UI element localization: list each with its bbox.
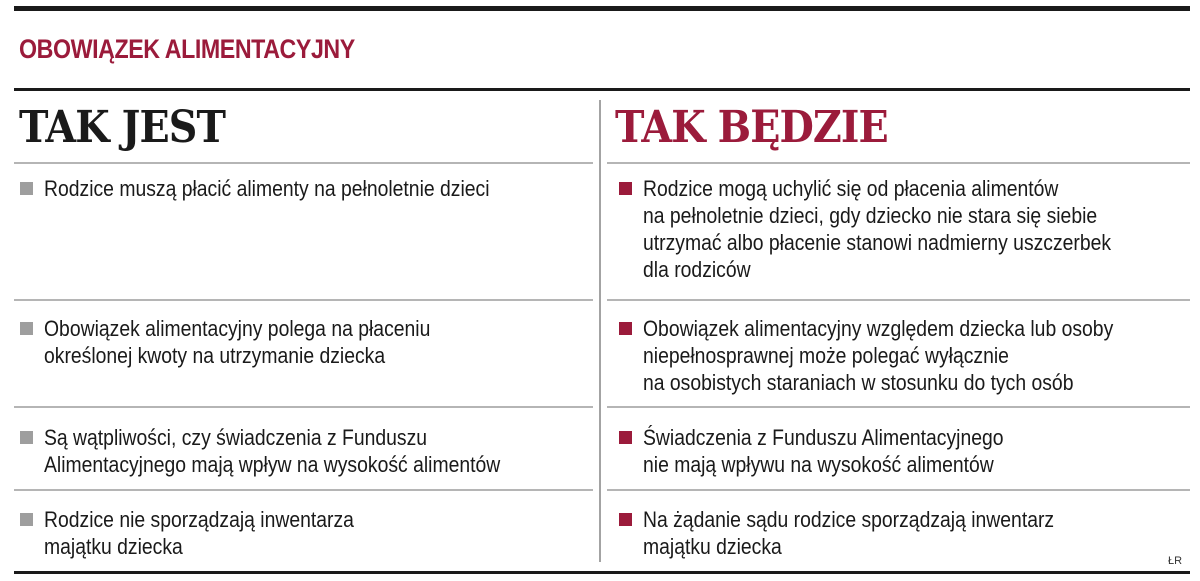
item-text-line: nie mają wpływu na wysokość alimentów: [643, 452, 994, 477]
item-text-line: niepełnosprawnej może polegać wyłącznie: [643, 343, 1009, 368]
current-law-item: [20, 315, 483, 369]
red-square-bullet-icon: [619, 431, 632, 444]
row-separator: [14, 406, 593, 408]
gray-square-bullet-icon: [20, 182, 33, 195]
left-column-heading: TAK JEST: [19, 102, 226, 153]
item-text-line: Obowiązek alimentacyjny względem dziecka lub osoby: [643, 316, 1114, 341]
bottom-rule: [14, 571, 1190, 574]
red-square-bullet-icon: [619, 322, 632, 335]
item-text-line: dla rodziców: [643, 257, 751, 282]
current-law-item: [20, 175, 550, 202]
item-text-line: utrzymać albo płacenie stanowi nadmierny uszczerbek: [643, 230, 1112, 255]
item-text-line: Świadczenia z Funduszu Alimentacyjnego: [643, 425, 1004, 450]
current-law-item: [20, 506, 396, 560]
row-separator: [14, 299, 593, 301]
column-divider: [599, 100, 601, 562]
row-separator: [14, 489, 593, 491]
item-text-line: Rodzice mogą uchylić się od płacenia alimentów: [643, 176, 1059, 201]
author-credit: ŁR: [1168, 555, 1183, 567]
red-square-bullet-icon: [619, 182, 632, 195]
gray-square-bullet-icon: [20, 431, 33, 444]
item-text-line: Alimentacyjnego mają wpływ na wysokość alimentów: [44, 452, 501, 477]
item-text-line: Rodzice muszą płacić alimenty na pełnoletnie dzieci: [44, 176, 490, 201]
current-law-item: [20, 424, 562, 478]
gray-square-bullet-icon: [20, 322, 33, 335]
item-text-line: określonej kwoty na utrzymanie dziecka: [44, 343, 386, 368]
item-text-line: majątku dziecka: [44, 534, 183, 559]
infographic-title: OBOWIĄZEK ALIMENTACYJNY: [19, 34, 355, 64]
top-rule: [14, 6, 1190, 11]
title-rule: [14, 88, 1190, 91]
future-law-item: [619, 506, 1110, 560]
row-separator: [607, 299, 1190, 301]
item-text-line: Na żądanie sądu rodzice sporządzają inwentarz: [643, 507, 1055, 532]
right-column-heading: TAK BĘDZIE: [615, 102, 888, 153]
item-text-line: na osobistych staraniach w stosunku do tych osób: [643, 370, 1074, 395]
future-law-item: [619, 424, 1053, 478]
item-text-line: Rodzice nie sporządzają inwentarza: [44, 507, 354, 532]
gray-square-bullet-icon: [20, 513, 33, 526]
row-separator: [14, 162, 593, 164]
row-separator: [607, 406, 1190, 408]
item-text-line: Są wątpliwości, czy świadczenia z Funduszu: [44, 425, 428, 450]
row-separator: [607, 162, 1190, 164]
row-separator: [607, 489, 1190, 491]
item-text-line: Obowiązek alimentacyjny polega na płaceniu: [44, 316, 431, 341]
item-text-line: na pełnoletnie dzieci, gdy dziecko nie stara się siebie: [643, 203, 1098, 228]
future-law-item: [619, 315, 1177, 396]
future-law-item: [619, 175, 1175, 283]
red-square-bullet-icon: [619, 513, 632, 526]
item-text-line: majątku dziecka: [643, 534, 782, 559]
